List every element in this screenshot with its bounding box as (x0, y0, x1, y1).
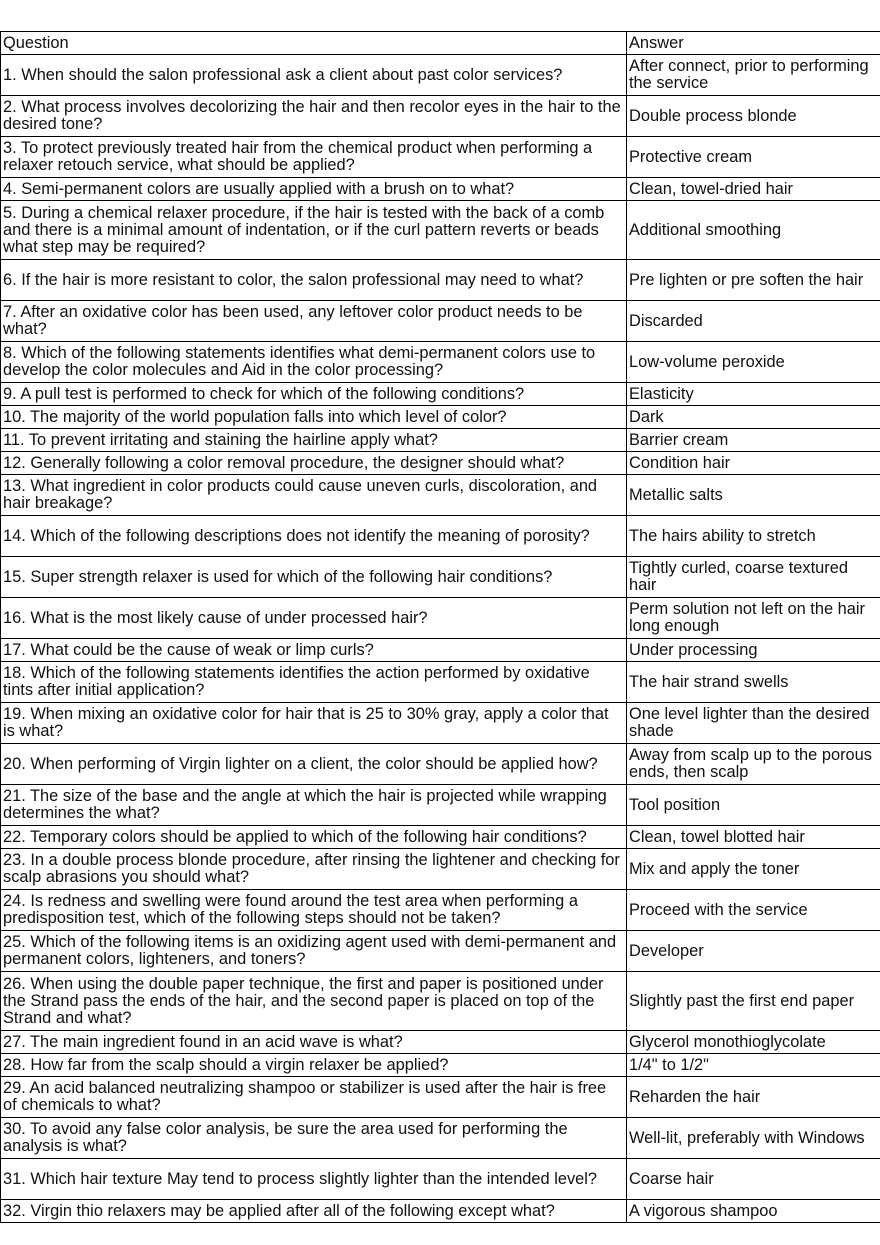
answer-cell: Glycerol monothioglycolate (627, 1031, 880, 1054)
answer-cell: Perm solution not left on the hair long enough (627, 598, 880, 639)
question-cell: 11. To prevent irritating and staining the hairline apply what? (1, 429, 627, 452)
question-cell: 25. Which of the following items is an oxidizing agent used with demi-permanent and permanent colors, lighteners, and toners? (1, 931, 627, 972)
answer-cell: Mix and apply the toner (627, 849, 880, 890)
table-row (1, 342, 880, 383)
question-cell: 30. To avoid any false color analysis, be sure the area used for performing the analysis is what? (1, 1118, 627, 1159)
question-cell: 23. In a double process blonde procedure, after rinsing the lightener and checking for scalp abrasions you should what? (1, 849, 627, 890)
answer-cell: Coarse hair (627, 1159, 880, 1200)
table-row (1, 785, 880, 826)
table-row (1, 1159, 880, 1200)
question-cell: 4. Semi-permanent colors are usually applied with a brush on to what? (1, 178, 627, 201)
table-row (1, 849, 880, 890)
table-row (1, 96, 880, 137)
table-row (1, 662, 880, 703)
question-cell: 22. Temporary colors should be applied to which of the following hair conditions? (1, 826, 627, 849)
table-row (1, 557, 880, 598)
answer-column-header: Answer (627, 32, 880, 55)
table-row (1, 452, 880, 475)
qa-table (0, 31, 880, 1223)
table-row (1, 301, 880, 342)
answer-cell: Metallic salts (627, 475, 880, 516)
table-row (1, 137, 880, 178)
table-row (1, 55, 880, 96)
table-row (1, 429, 880, 452)
answer-cell: Double process blonde (627, 96, 880, 137)
answer-cell: Low-volume peroxide (627, 342, 880, 383)
answer-cell: Pre lighten or pre soften the hair (627, 260, 880, 301)
answer-cell: Tool position (627, 785, 880, 826)
question-cell: 24. Is redness and swelling were found around the test area when performing a predisposition test, which of the following steps should not be taken? (1, 890, 627, 931)
table-row (1, 1054, 880, 1077)
question-cell: 27. The main ingredient found in an acid wave is what? (1, 1031, 627, 1054)
table-header-row (1, 32, 880, 55)
table-row (1, 744, 880, 785)
table-row (1, 1200, 880, 1223)
table-row (1, 201, 880, 260)
answer-cell: Clean, towel-dried hair (627, 178, 880, 201)
answer-cell: Slightly past the first end paper (627, 972, 880, 1031)
table-row (1, 178, 880, 201)
question-cell: 12. Generally following a color removal procedure, the designer should what? (1, 452, 627, 475)
table-row (1, 931, 880, 972)
question-cell: 28. How far from the scalp should a virgin relaxer be applied? (1, 1054, 627, 1077)
question-cell: 17. What could be the cause of weak or limp curls? (1, 639, 627, 662)
question-cell: 16. What is the most likely cause of under processed hair? (1, 598, 627, 639)
question-cell: 5. During a chemical relaxer procedure, if the hair is tested with the back of a comb and there is a minimal amount of indentation, or if the curl pattern reverts or beads what step may be required? (1, 201, 627, 260)
answer-cell: Well-lit, preferably with Windows (627, 1118, 880, 1159)
question-cell: 32. Virgin thio relaxers may be applied after all of the following except what? (1, 1200, 627, 1223)
question-cell: 20. When performing of Virgin lighter on a client, the color should be applied how? (1, 744, 627, 785)
table-row (1, 639, 880, 662)
question-cell: 15. Super strength relaxer is used for which of the following hair conditions? (1, 557, 627, 598)
question-cell: 13. What ingredient in color products could cause uneven curls, discoloration, and hair breakage? (1, 475, 627, 516)
table-row (1, 1077, 880, 1118)
table-row (1, 383, 880, 406)
answer-cell: Clean, towel blotted hair (627, 826, 880, 849)
question-cell: 8. Which of the following statements identifies what demi-permanent colors use to develop the color molecules and Aid in the color processing? (1, 342, 627, 383)
question-cell: 9. A pull test is performed to check for which of the following conditions? (1, 383, 627, 406)
answer-cell: After connect, prior to performing the service (627, 55, 880, 96)
answer-cell: Under processing (627, 639, 880, 662)
question-cell: 21. The size of the base and the angle at which the hair is projected while wrapping determines the what? (1, 785, 627, 826)
question-column-header: Question (1, 32, 627, 55)
question-cell: 18. Which of the following statements identifies the action performed by oxidative tints after initial application? (1, 662, 627, 703)
table-row (1, 406, 880, 429)
answer-cell: Proceed with the service (627, 890, 880, 931)
answer-cell: Additional smoothing (627, 201, 880, 260)
question-cell: 2. What process involves decolorizing the hair and then recolor eyes in the hair to the desired tone? (1, 96, 627, 137)
answer-cell: Dark (627, 406, 880, 429)
table-row (1, 890, 880, 931)
answer-cell: Elasticity (627, 383, 880, 406)
answer-cell: Discarded (627, 301, 880, 342)
answer-cell: Away from scalp up to the porous ends, then scalp (627, 744, 880, 785)
question-cell: 29. An acid balanced neutralizing shampoo or stabilizer is used after the hair is free of chemicals to what? (1, 1077, 627, 1118)
table-row (1, 1118, 880, 1159)
question-cell: 19. When mixing an oxidative color for hair that is 25 to 30% gray, apply a color that is what? (1, 703, 627, 744)
table-row (1, 598, 880, 639)
answer-cell: Condition hair (627, 452, 880, 475)
question-cell: 6. If the hair is more resistant to color, the salon professional may need to what? (1, 260, 627, 301)
question-cell: 10. The majority of the world population falls into which level of color? (1, 406, 627, 429)
answer-cell: 1/4" to 1/2" (627, 1054, 880, 1077)
question-cell: 1. When should the salon professional ask a client about past color services? (1, 55, 627, 96)
table-row (1, 516, 880, 557)
answer-cell: The hair strand swells (627, 662, 880, 703)
answer-cell: Developer (627, 931, 880, 972)
table-row (1, 260, 880, 301)
table-row (1, 475, 880, 516)
answer-cell: A vigorous shampoo (627, 1200, 880, 1223)
answer-cell: Reharden the hair (627, 1077, 880, 1118)
answer-cell: Barrier cream (627, 429, 880, 452)
table-row (1, 703, 880, 744)
answer-cell: One level lighter than the desired shade (627, 703, 880, 744)
table-row (1, 972, 880, 1031)
question-cell: 7. After an oxidative color has been used, any leftover color product needs to be what? (1, 301, 627, 342)
table-row (1, 1031, 880, 1054)
question-cell: 3. To protect previously treated hair from the chemical product when performing a relaxer retouch service, what should be applied? (1, 137, 627, 178)
question-cell: 14. Which of the following descriptions does not identify the meaning of porosity? (1, 516, 627, 557)
question-cell: 31. Which hair texture May tend to process slightly lighter than the intended level? (1, 1159, 627, 1200)
table-row (1, 826, 880, 849)
answer-cell: Protective cream (627, 137, 880, 178)
question-cell: 26. When using the double paper technique, the first and paper is positioned under the Strand pass the ends of the hair, and the second paper is placed on top of the Strand and what? (1, 972, 627, 1031)
answer-cell: Tightly curled, coarse textured hair (627, 557, 880, 598)
answer-cell: The hairs ability to stretch (627, 516, 880, 557)
